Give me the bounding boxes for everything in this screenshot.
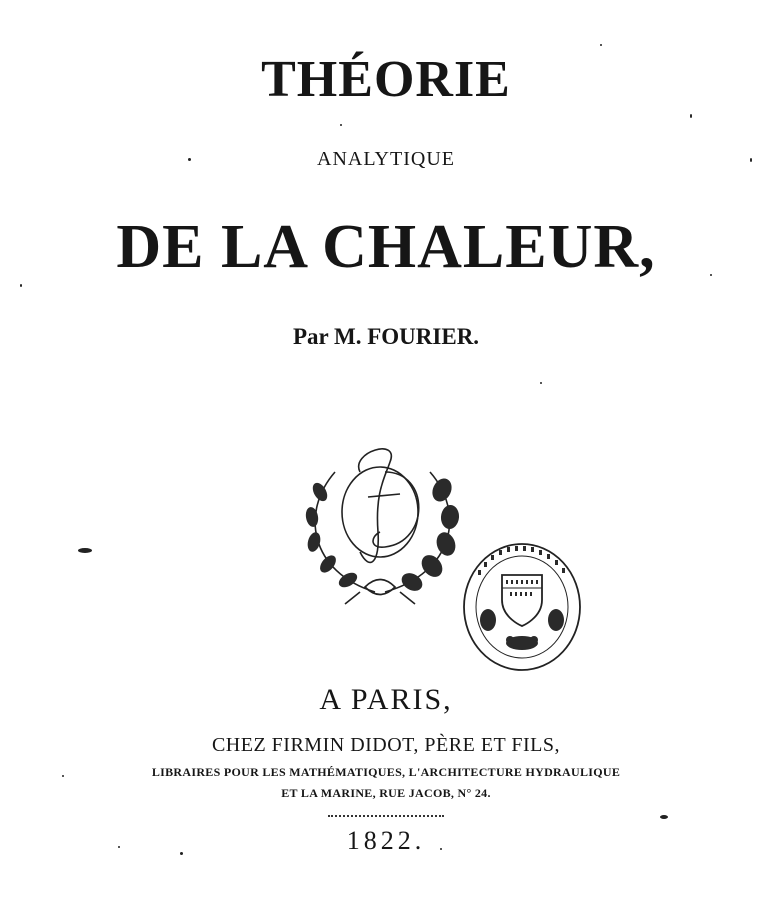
library-stamp-icon: [460, 540, 585, 675]
scan-speck: [118, 846, 120, 848]
scan-speck: [180, 852, 183, 855]
scan-speck: [340, 124, 342, 126]
scan-speck: [660, 815, 668, 819]
scan-speck: [600, 44, 602, 46]
scan-speck: [20, 284, 22, 287]
imprint-place: A PARIS,: [319, 683, 453, 716]
scan-speck: [62, 775, 64, 777]
title-analytique: ANALYTIQUE: [317, 148, 455, 170]
scan-speck: [78, 548, 92, 553]
ornamental-rule: [328, 815, 444, 817]
imprint-year: 1822.: [346, 826, 426, 855]
imprint-detail-line-2: ET LA MARINE, RUE JACOB, N° 24.: [281, 786, 491, 800]
scan-speck: [710, 274, 712, 276]
fd-monogram-wreath-icon: [290, 432, 470, 612]
title-theorie: THÉORIE: [261, 51, 511, 108]
scan-speck: [690, 114, 692, 118]
imprint-publisher: CHEZ FIRMIN DIDOT, PÈRE ET FILS,: [211, 734, 561, 756]
title-de-la-chaleur: DE LA CHALEUR,: [116, 213, 656, 281]
scan-speck: [750, 158, 752, 162]
scan-speck: [440, 848, 442, 850]
scan-speck: [188, 158, 191, 161]
author-line: Par M. FOURIER.: [292, 324, 480, 349]
imprint-detail-line-1: LIBRAIRES POUR LES MATHÉMATIQUES, L'ARCHITECTURE HYDRAULIQUE: [151, 765, 621, 779]
scan-speck: [540, 382, 542, 384]
